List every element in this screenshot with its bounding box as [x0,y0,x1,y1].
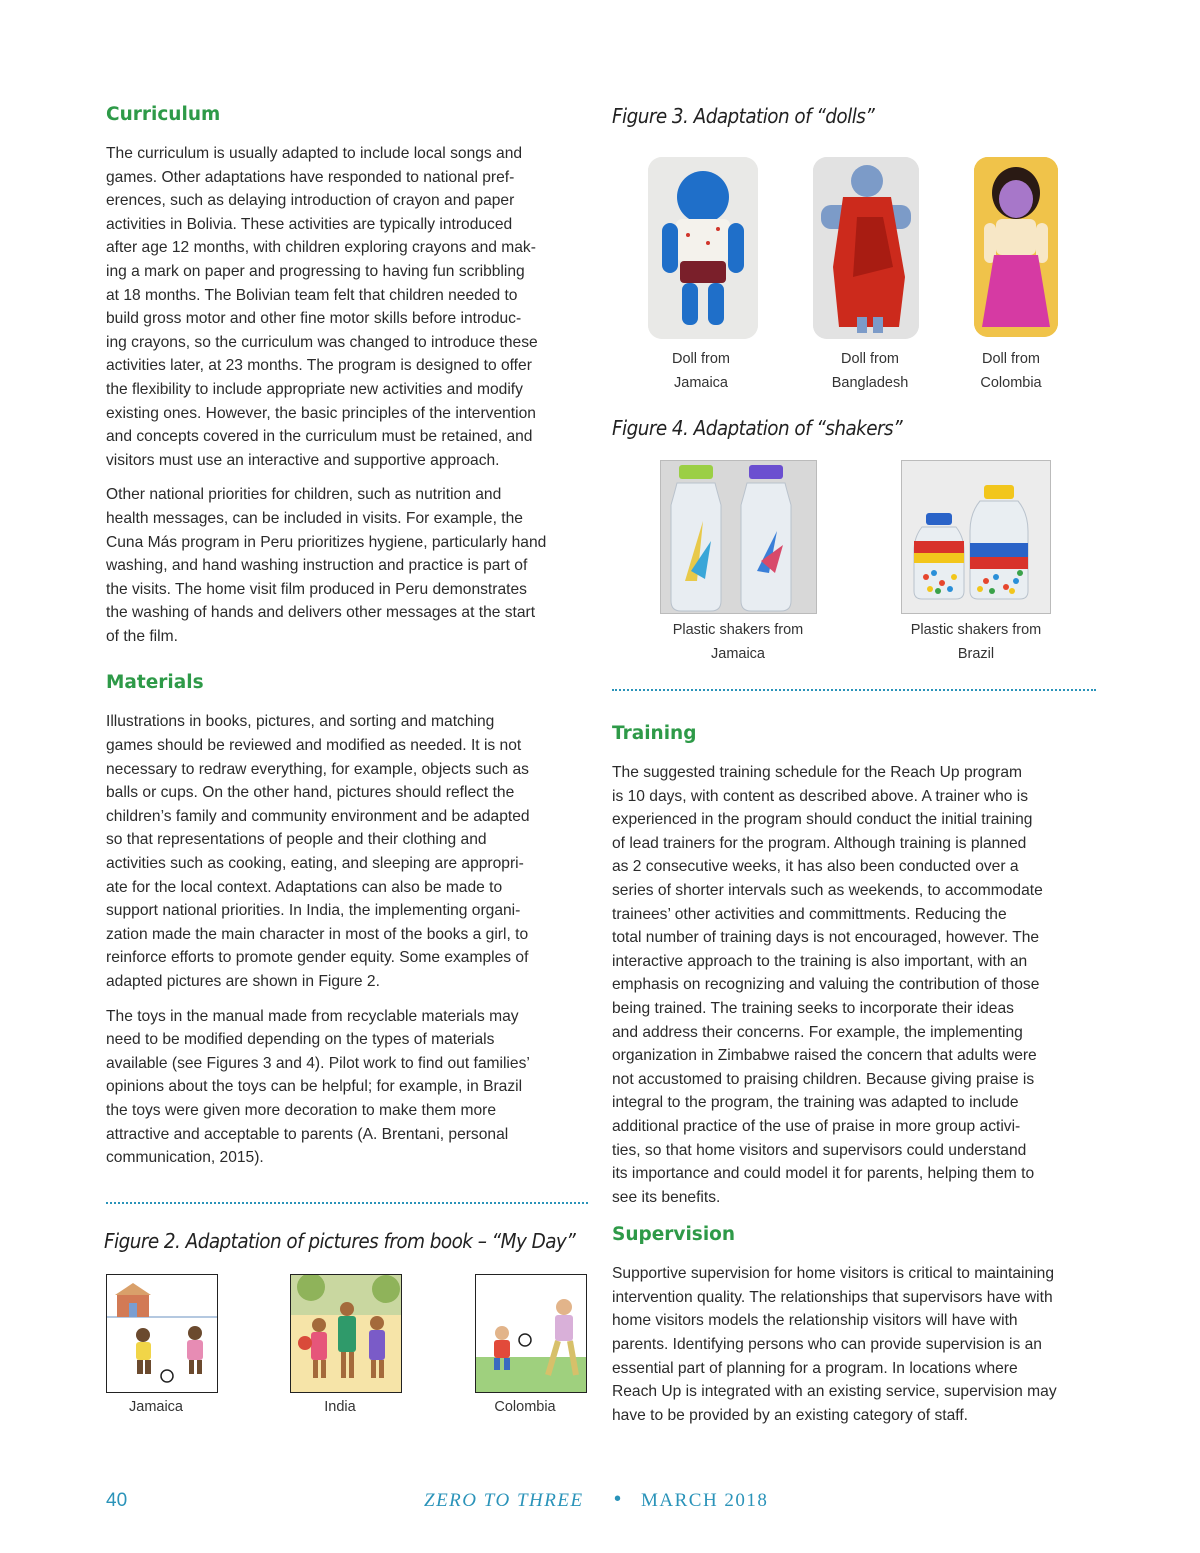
text-line: and address their concerns. For example, the implementing [612,1023,1023,1041]
figure3-photo-colombia-doll [974,157,1058,337]
figure3-title: Figure 3. Adaptation of “dolls” [612,104,875,128]
figure4-caption-brazil: Plastic shakers from Brazil [910,622,1042,662]
text-line: ate for the local context. Adaptations can also be made to [106,878,503,896]
text-line: health messages, can be included in visits. For example, the [106,509,523,527]
text-line: organization in Zimbabwe raised the concern that adults were [612,1047,1037,1065]
text-line: Supportive supervision for home visitors is critical to maintaining [612,1265,1055,1283]
text-line: activities such as cooking, eating, and sleeping are appropri- [106,855,524,873]
figure2-divider [106,1202,588,1204]
figure3-caption-colombia: Doll from Colombia [980,351,1042,391]
materials-paragraph-1 [106,710,592,993]
figure4-title: Figure 4. Adaptation of “shakers” [612,416,903,440]
text-line: trainees’ other activities and committments. Reducing the [612,905,1007,923]
training-paragraph [612,761,1098,1209]
text-line: parents. Identifying persons who can provide supervision is an [612,1336,1042,1354]
text-line: integral to the program, the training was adapted to include [612,1094,1019,1112]
text-line: after age 12 months, with children exploring crayons and mak- [106,239,536,257]
text-line: attractive and acceptable to parents (A. Brentani, personal [106,1125,509,1143]
text-line: children’s family and community environment and be adapted [106,807,530,825]
text-line: ing crayons, so the curriculum was changed to introduce these [106,333,538,351]
text-line: not accustomed to praising children. Because giving praise is [612,1070,1035,1088]
figure3-photo-jamaica-doll [648,157,758,339]
supervision-paragraph [612,1262,1098,1427]
text-line: series of shorter intervals such as weekends, to accommodate [612,881,1043,899]
text-line: the washing of hands and delivers other messages at the start [106,604,536,622]
text-line: of the film. [106,627,178,645]
text-line: experienced in the program should conduct the initial training [612,811,1033,829]
text-line: reinforce efforts to promote gender equity. Some examples of [106,949,529,967]
text-line: emphasis on recognizing and valuing the contribution of those [612,976,1040,994]
figure2-title: Figure 2. Adaptation of pictures from book – “My Day” [104,1229,576,1253]
figure2-caption-jamaica: Jamaica [129,1399,183,1415]
figure3-caption-bangladesh: Doll from Bangladesh [831,351,909,391]
right-column-text [612,719,1098,1438]
text-line: and concepts covered in the curriculum must be retained, and [106,428,533,446]
curriculum-paragraph-2 [106,483,592,648]
text-line: activities in Bolivia. These activities are typically introduced [106,215,513,233]
text-line: see its benefits. [612,1188,721,1206]
text-line: zation made the main character in most of the books a girl, to [106,925,529,943]
text-line: so that representations of people and their clothing and [106,831,487,849]
text-line: the toys were given more decoration to make them more [106,1101,497,1119]
text-line: ing a mark on paper and progressing to having fun scribbling [106,262,525,280]
text-line: build gross motor and other fine motor skills before introduc- [106,310,522,328]
text-line: games should be reviewed and modified as needed. It is not [106,737,522,755]
text-line: being trained. The training seeks to incorporate their ideas [612,999,1014,1017]
supervision-heading: Supervision [612,1224,736,1246]
text-line: support national priorities. In India, the implementing organi- [106,902,521,920]
text-line: intervention quality. The relationships that supervisors have with [612,1288,1053,1306]
text-line: activities later, at 23 months. The program is designed to offer [106,357,532,375]
figure2-image-india [290,1274,402,1393]
figure2-image-colombia [475,1274,587,1393]
magazine-title: ZERO TO THREE [424,1490,584,1511]
text-line: home visitors models the relationship visitors will have with [612,1312,1018,1330]
text-line: its importance and could model it for parents, helping them to [612,1165,1035,1183]
footer-bullet: • [614,1488,622,1510]
text-line: essential part of planning for a program. In locations where [612,1359,1018,1377]
materials-heading: Materials [106,672,204,694]
text-line: the visits. The home visit film produced in Peru demonstrates [106,580,527,598]
text-line: Cuna Más program in Peru prioritizes hygiene, particularly hand [106,533,547,551]
text-line: visitors must use an interactive and supportive approach. [106,451,500,469]
text-line: games. Other adaptations have responded to national pref- [106,168,515,186]
figure3-photo-bangladesh-doll [813,157,919,339]
curriculum-paragraph-1 [106,142,592,472]
issue-date: MARCH 2018 [641,1490,769,1511]
text-line: is 10 days, with content as described above. A trainer who is [612,787,1029,805]
text-line: total number of training days is not encouraged, however. The [612,929,1040,947]
training-heading: Training [612,723,697,744]
text-line: additional practice of the use of praise in more group activi- [612,1117,1021,1135]
figure2-caption-colombia: Colombia [494,1399,556,1415]
figure2-caption-india: India [324,1399,356,1415]
text-line: opinions about the toys can be helpful; for example, in Brazil [106,1078,523,1096]
figure2-image-jamaica [106,1274,218,1393]
text-line: Illustrations in books, pictures, and sorting and matching [106,713,495,731]
text-line: at 18 months. The Bolivian team felt that children needed to [106,286,518,304]
text-line: the flexibility to include appropriate new activities and modify [106,380,523,398]
text-line: as 2 consecutive weeks, it has also been conducted over a [612,858,1019,876]
text-line: The toys in the manual made from recyclable materials may [106,1007,519,1025]
text-line: adapted pictures are shown in Figure 2. [106,973,380,990]
left-column [106,100,592,1181]
text-line: interactive approach to the training is also important, with an [612,952,1028,970]
text-line: Other national priorities for children, such as nutrition and [106,486,502,504]
curriculum-heading: Curriculum [106,104,221,125]
text-line: necessary to redraw everything, for example, objects such as [106,760,529,778]
text-line: washing, and hand washing instruction and practice is part of [106,557,528,575]
text-line: existing ones. However, the basic principles of the intervention [106,404,536,422]
text-line: balls or cups. On the other hand, pictures should reflect the [106,784,515,802]
figure4-divider [612,689,1096,691]
text-line: erences, such as delaying introduction of crayon and paper [106,192,515,210]
figure3-caption-jamaica: Doll from Jamaica [671,351,730,391]
text-line: The curriculum is usually adapted to include local songs and [106,145,523,162]
text-line: communication, 2015). [106,1149,264,1167]
text-line: available (see Figures 3 and 4). Pilot work to find out families’ [106,1054,530,1072]
text-line: need to be modified depending on the types of materials [106,1031,495,1049]
page-number: 40 [106,1490,128,1511]
text-line: The suggested training schedule for the Reach Up program [612,764,1023,781]
text-line: have to be provided by an existing category of staff. [612,1406,968,1424]
figure4-photo-brazil-shakers [901,460,1051,614]
text-line: ties, so that home visitors and supervisors could understand [612,1141,1027,1159]
materials-paragraph-2 [106,1005,592,1170]
text-line: Reach Up is integrated with an existing service, supervision may [612,1383,1057,1401]
text-line: of lead trainers for the program. Although training is planned [612,834,1027,852]
figure4-photo-jamaica-shakers [660,460,817,614]
figure4-caption-jamaica: Plastic shakers from Jamaica [672,622,804,662]
